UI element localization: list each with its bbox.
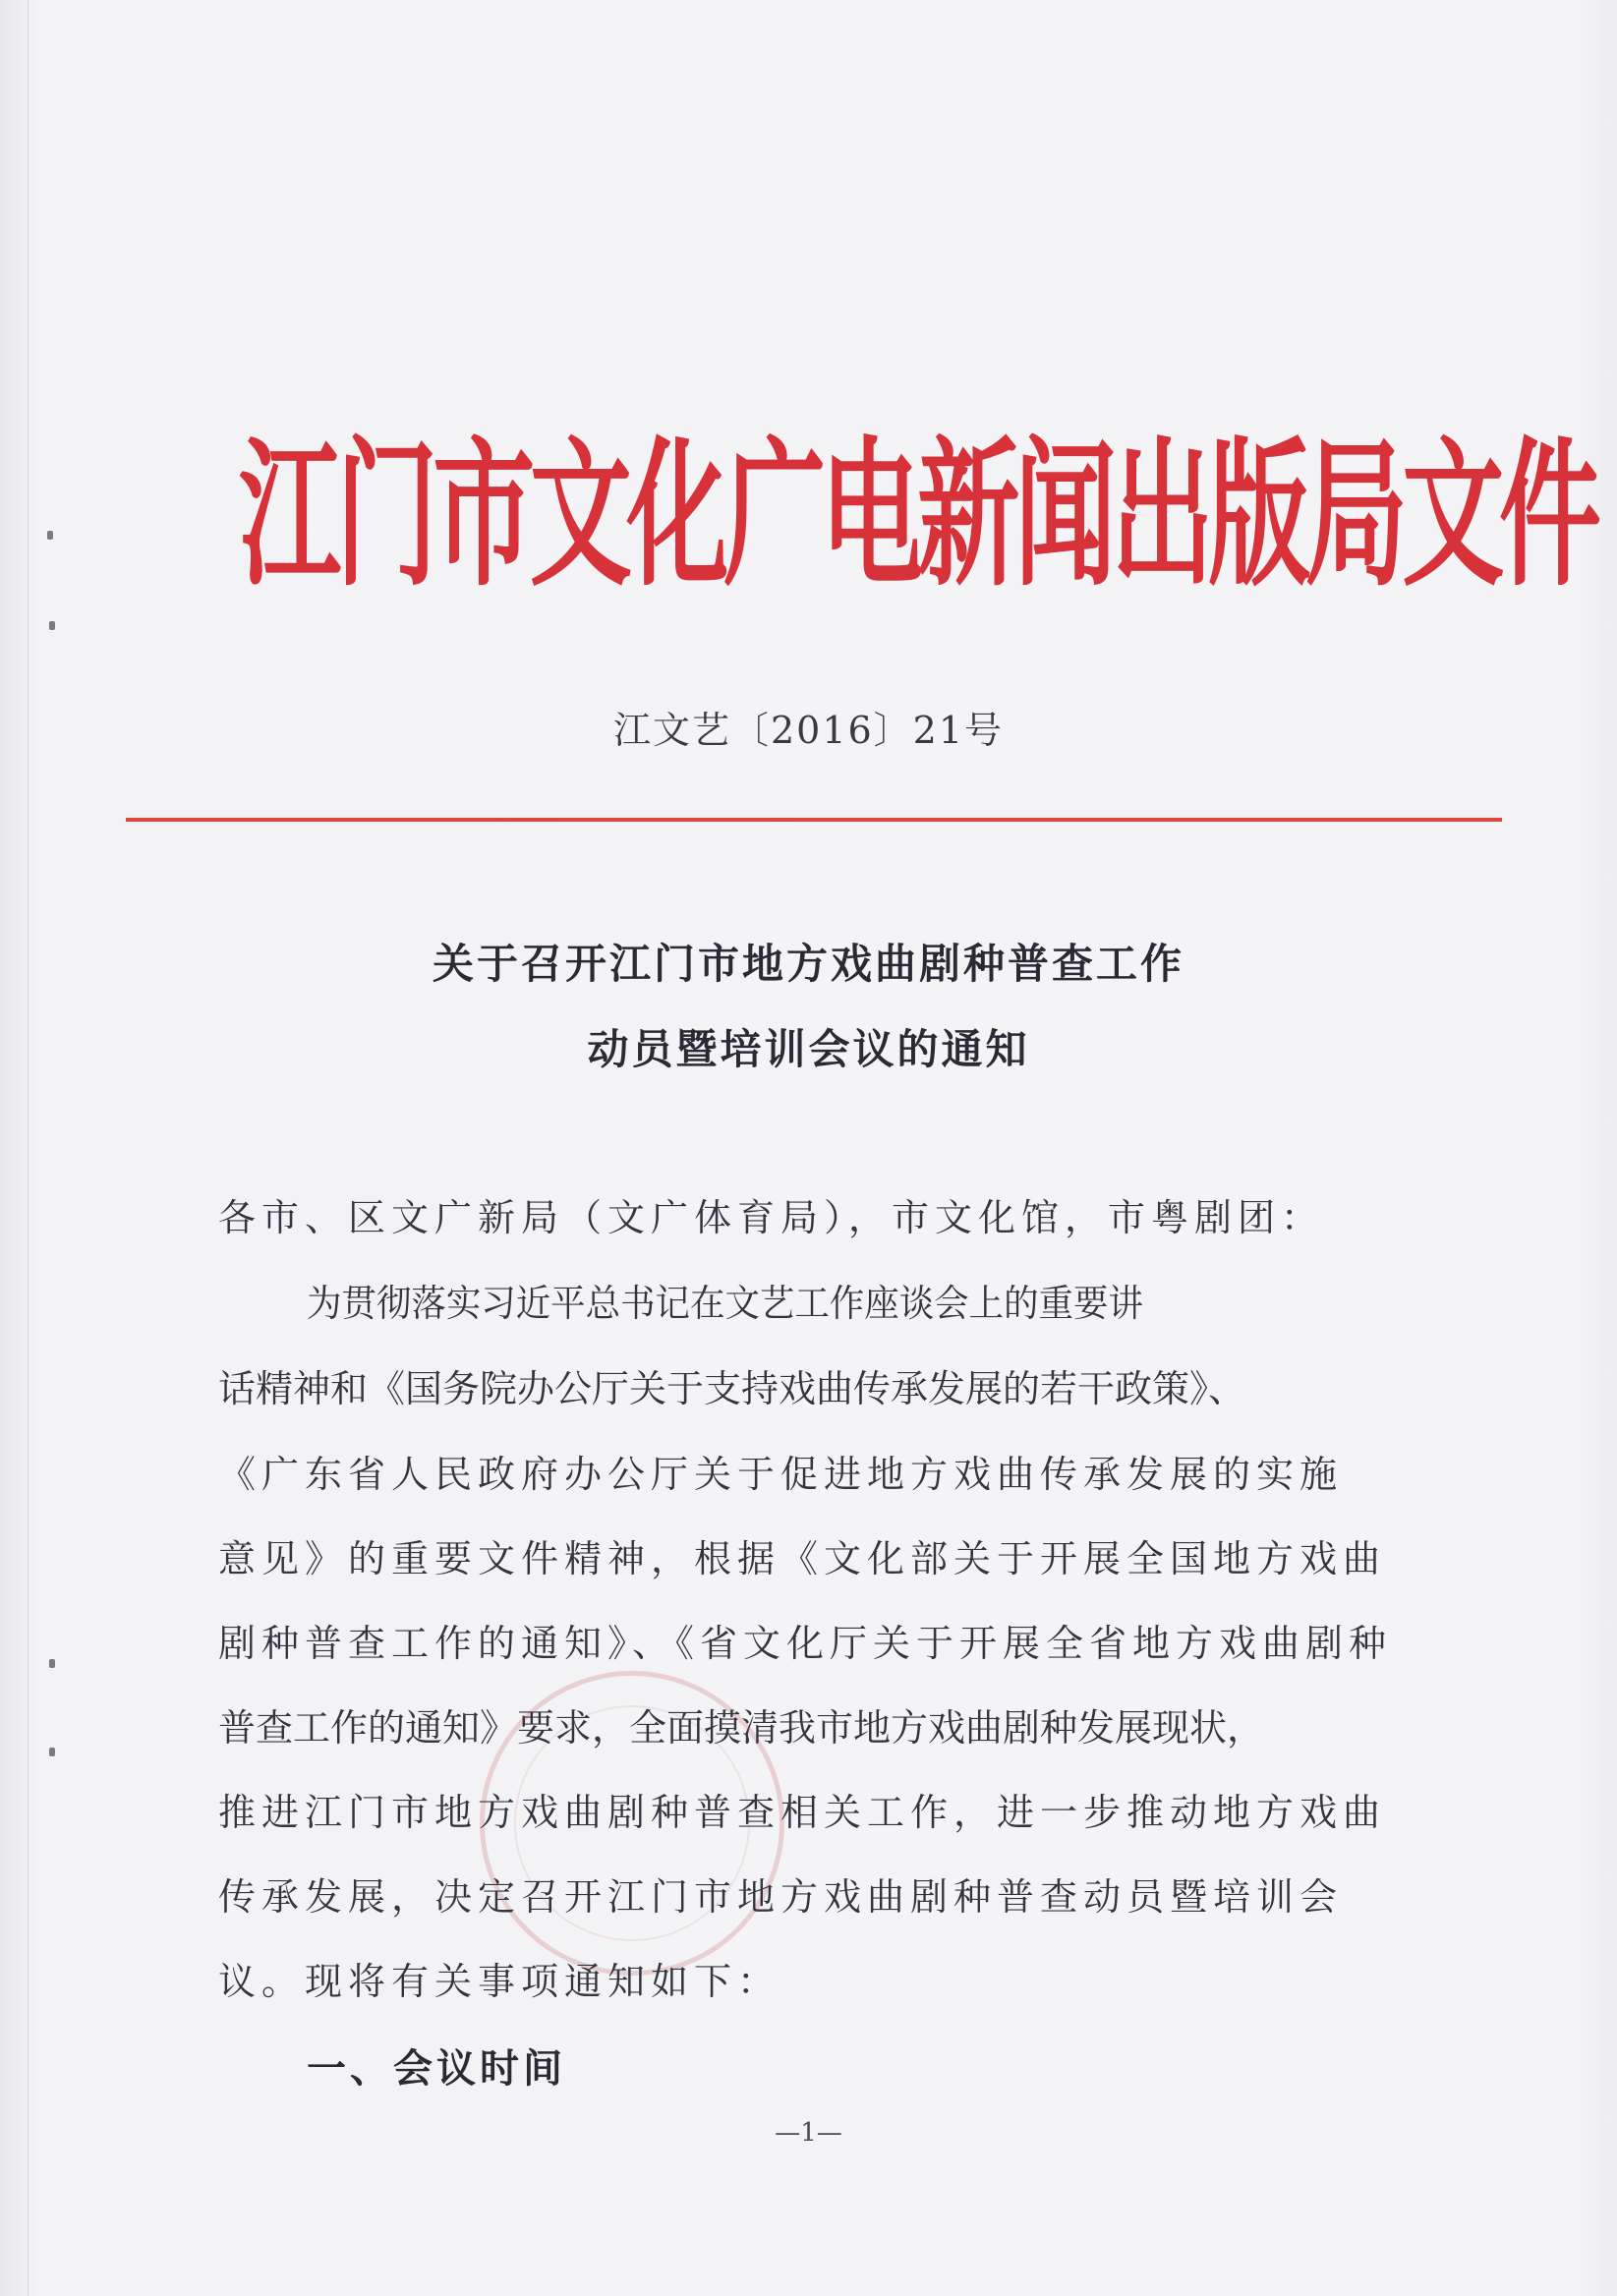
body-text-line: 《广东省人民政府办公厅关于促进地方戏曲传承发展的实施: [218, 1453, 1344, 1496]
binding-hole-mark: [49, 621, 55, 630]
page-edge-line: [28, 0, 29, 2296]
body-text-line: 话精神和《国务院办公厅关于支持戏曲传承发展的若干政策》、: [218, 1367, 1246, 1410]
addressee-line: 各市、区文广新局（文广体育局），市文化馆，市粤剧团：: [218, 1196, 1325, 1239]
body-text-line: 普查工作的通知》要求，全面摸清我市地方戏曲剧种发展现状，: [218, 1706, 1265, 1750]
binding-hole-mark: [49, 1659, 55, 1668]
section-heading-meeting-time: 一、会议时间: [307, 2046, 566, 2092]
binding-hole-mark: [47, 531, 53, 540]
document-number: 江文艺〔2016〕21号: [612, 709, 1005, 752]
body-text-line: 议。现将有关事项通知如下：: [218, 1960, 781, 2003]
body-text-line: 意见》的重要文件精神，根据《文化部关于开展全国地方戏曲: [218, 1537, 1387, 1580]
body-text-line: 为贯彻落实习近平总书记在文艺工作座谈会上的重要讲: [307, 1282, 1143, 1325]
body-text-line: 传承发展，决定召开江门市地方戏曲剧种普查动员暨培训会: [218, 1875, 1344, 1919]
body-text-line: 剧种普查工作的通知》、《省文化厅关于开展全省地方戏曲剧种: [218, 1622, 1393, 1665]
red-separator-line: [126, 818, 1502, 822]
body-text-line: 推进江门市地方戏曲剧种普查相关工作，进一步推动地方戏曲: [218, 1791, 1387, 1834]
agency-header-title: 江门市文化广电新闻出版局文件: [239, 421, 1596, 609]
notice-title-line-2: 动员暨培训会议的通知: [587, 1025, 1030, 1073]
binding-hole-mark: [49, 1748, 55, 1756]
notice-title-line-1: 关于召开江门市地方戏曲剧种普查工作: [432, 940, 1184, 988]
page-number: —1—: [775, 2118, 842, 2148]
